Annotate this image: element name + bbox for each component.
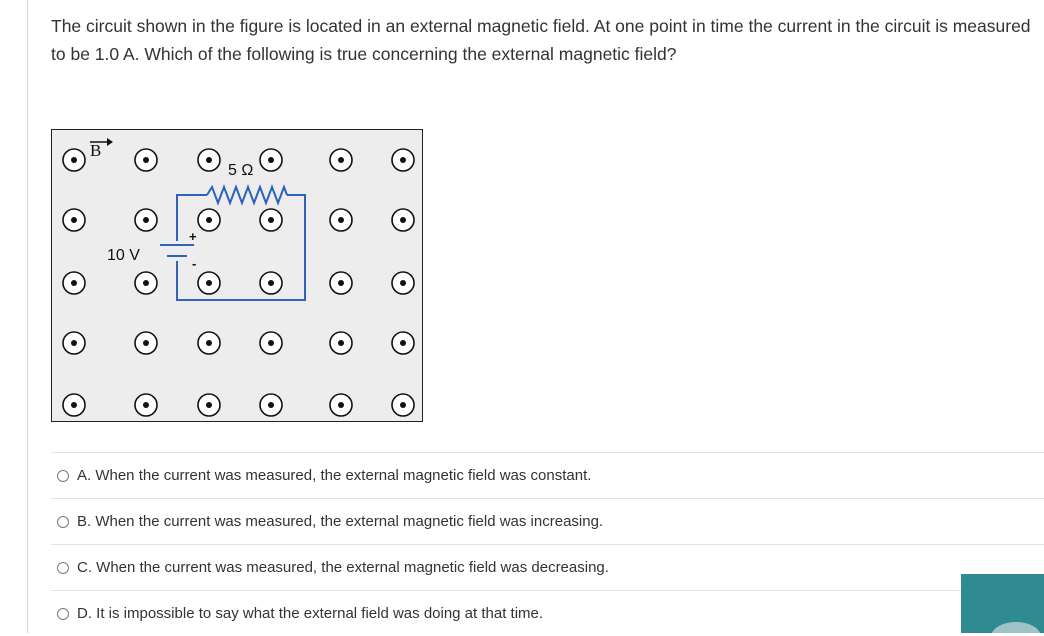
field-label: B [90, 141, 102, 160]
arrowhead-icon [107, 138, 113, 146]
field-dot-center-icon [268, 217, 274, 223]
option-label: B. When the current was measured, the external magnetic field was increasing. [77, 513, 604, 530]
circuit-diagram [52, 130, 422, 421]
chat-bubble-icon [991, 622, 1041, 633]
field-dot-center-icon [338, 402, 344, 408]
field-dot-center-icon [71, 340, 77, 346]
field-dot-center-icon [71, 280, 77, 286]
radio-button-icon[interactable] [57, 470, 69, 482]
option-d[interactable] [51, 590, 1044, 636]
field-dot-center-icon [71, 217, 77, 223]
field-dot-center-icon [143, 280, 149, 286]
field-dot-center-icon [206, 340, 212, 346]
field-dot-center-icon [143, 340, 149, 346]
field-dot-center-icon [268, 402, 274, 408]
field-dot-center-icon [338, 340, 344, 346]
field-dot-center-icon [268, 340, 274, 346]
field-dot-center-icon [338, 217, 344, 223]
radio-button-icon[interactable] [57, 516, 69, 528]
option-c[interactable] [51, 544, 1044, 590]
field-dot-center-icon [400, 402, 406, 408]
left-divider [27, 0, 28, 633]
field-dot-center-icon [400, 340, 406, 346]
field-dot-center-icon [143, 157, 149, 163]
field-dot-center-icon [206, 217, 212, 223]
answer-options [51, 452, 1044, 636]
field-dot-center-icon [400, 280, 406, 286]
field-dot-center-icon [206, 402, 212, 408]
wire-top-right [177, 195, 305, 300]
resistor-icon [207, 187, 287, 203]
field-dot-center-icon [206, 280, 212, 286]
field-dot-center-icon [338, 157, 344, 163]
resistor-label: 5 Ω [228, 162, 254, 179]
option-label: D. It is impossible to say what the external field was doing at that time. [77, 605, 544, 622]
option-label: A. When the current was measured, the external magnetic field was constant. [77, 467, 592, 484]
circuit-wires [177, 195, 305, 300]
field-dot-center-icon [143, 217, 149, 223]
field-dot-center-icon [338, 280, 344, 286]
field-dot-center-icon [71, 157, 77, 163]
field-dot-center-icon [268, 157, 274, 163]
field-dot-center-icon [268, 280, 274, 286]
question-text: The circuit shown in the figure is located in an external magnetic field. At one point in time the current in the circuit is measured to be 1.0 A. Which of the following is true concerning the external magnetic field? [51, 16, 1031, 64]
help-widget-button[interactable] [961, 574, 1044, 633]
radio-button-icon[interactable] [57, 608, 69, 620]
battery-plus-sign: + [189, 229, 197, 244]
option-label: C. When the current was measured, the external magnetic field was decreasing. [77, 559, 609, 576]
option-b[interactable] [51, 498, 1044, 544]
field-dot-center-icon [71, 402, 77, 408]
circuit-figure [51, 129, 423, 422]
field-dot-center-icon [143, 402, 149, 408]
radio-button-icon[interactable] [57, 562, 69, 574]
option-a[interactable] [51, 452, 1044, 498]
magnetic-field-grid [63, 149, 414, 416]
battery-label: 10 V [107, 247, 140, 264]
battery-minus-sign: - [192, 256, 197, 271]
field-dot-center-icon [206, 157, 212, 163]
field-dot-center-icon [400, 157, 406, 163]
field-dot-center-icon [400, 217, 406, 223]
